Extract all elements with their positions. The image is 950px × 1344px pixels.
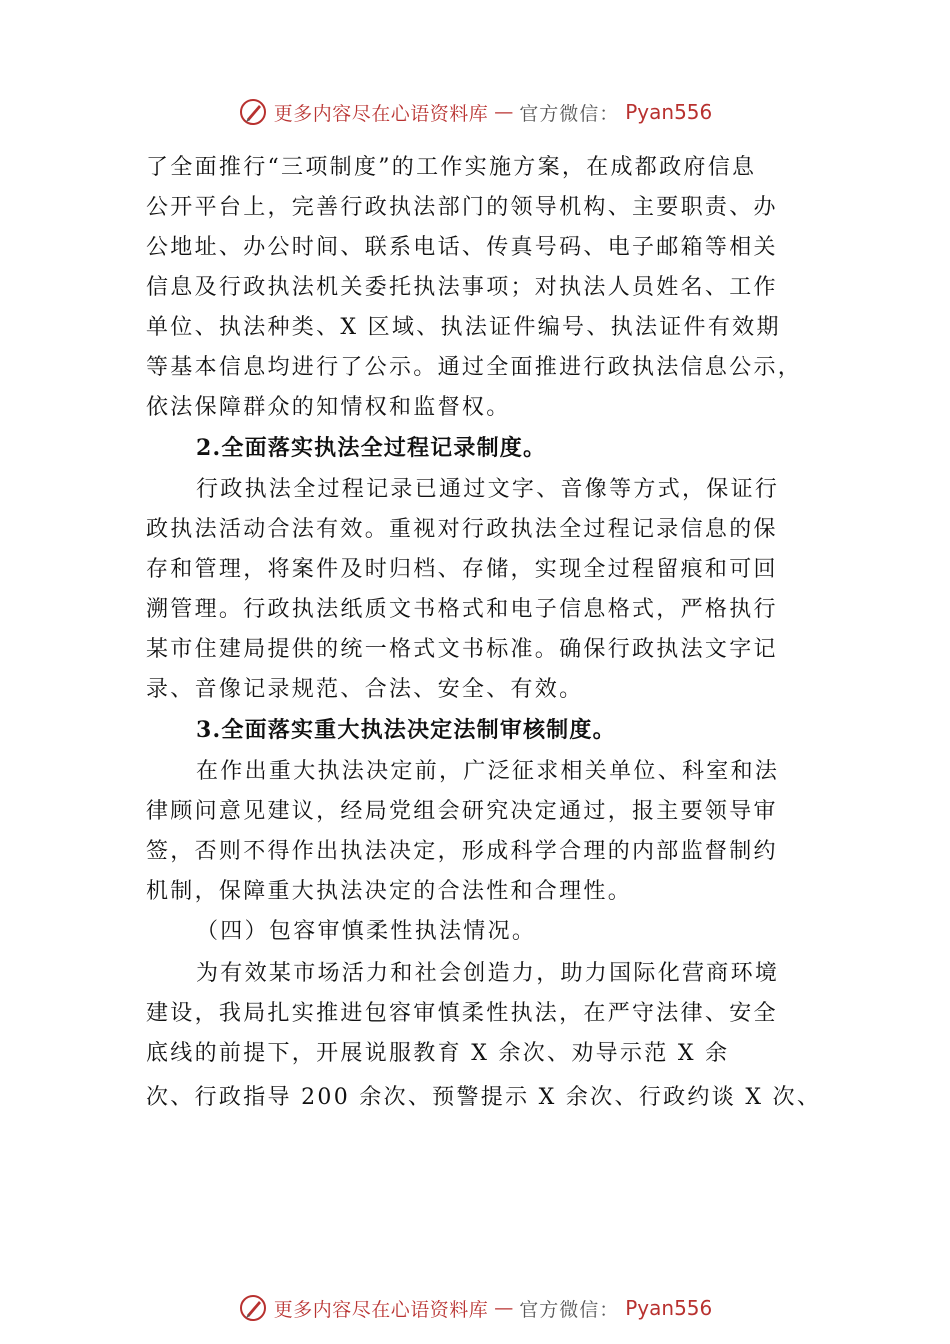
body-line: 依法保障群众的知情权和监督权。 bbox=[146, 395, 511, 420]
body-line: 政执法活动合法有效。重视对行政执法全过程记录信息的保 bbox=[146, 517, 778, 542]
body-line: 了全面推行“三项制度”的工作实施方案，在成都政府信息 bbox=[146, 155, 757, 180]
watermark-brand: 更多内容尽在心语资料库 bbox=[273, 102, 489, 125]
body-line: 律顾问意见建议，经局党组会研究决定通过，报主要领导审 bbox=[146, 799, 778, 824]
body-line: 存和管理，将案件及时归档、存储，实现全过程留痕和可回 bbox=[146, 557, 778, 582]
watermark-brand: 更多内容尽在心语资料库 bbox=[273, 1298, 489, 1321]
body-line: 建设，我局扎实推进包容审慎柔性执法，在严守法律、安全 bbox=[146, 1001, 778, 1026]
watermark-wechat-label: 官方微信： bbox=[519, 1298, 620, 1321]
body-line: 机制，保障重大执法决定的合法性和合理性。 bbox=[146, 879, 633, 904]
body-line: 底线的前提下，开展说服教育 X 余次、劝导示范 X 余 bbox=[146, 1041, 730, 1066]
body-line: 某市住建局提供的统一格式文书标准。确保行政执法文字记 bbox=[146, 637, 778, 662]
header-watermark bbox=[0, 94, 950, 130]
section-subheading: （四）包容审慎柔性执法情况。 bbox=[196, 919, 537, 944]
quill-pen-logo-icon bbox=[238, 1293, 268, 1323]
body-line: 签，否则不得作出执法决定，形成科学合理的内部监督制约 bbox=[146, 839, 778, 864]
body-line: 次、行政指导 200 余次、预警提示 X 余次、行政约谈 X 次、 bbox=[146, 1085, 822, 1110]
body-line: 在作出重大执法决定前，广泛征求相关单位、科室和法 bbox=[196, 759, 780, 784]
watermark-wechat-label: 官方微信： bbox=[519, 102, 620, 125]
body-line: 公开平台上，完善行政执法部门的领导机构、主要职责、办 bbox=[146, 195, 778, 220]
watermark-separator: — bbox=[494, 1297, 514, 1319]
body-line: 录、音像记录规范、合法、安全、有效。 bbox=[146, 677, 584, 702]
body-line: 信息及行政执法机关委托执法事项；对执法人员姓名、工作 bbox=[146, 275, 778, 300]
section-heading: 2.全面落实执法全过程记录制度。 bbox=[196, 435, 547, 461]
section-heading: 3.全面落实重大执法决定法制审核制度。 bbox=[196, 717, 616, 743]
body-line: 行政执法全过程记录已通过文字、音像等方式，保证行 bbox=[196, 477, 780, 502]
footer-watermark bbox=[0, 1290, 950, 1326]
watermark-separator: — bbox=[494, 101, 514, 123]
body-line: 等基本信息均进行了公示。通过全面推进行政执法信息公示， bbox=[146, 355, 803, 380]
body-line: 为有效某市场活力和社会创造力，助力国际化营商环境 bbox=[196, 961, 780, 986]
watermark-wechat-id: Pyan556 bbox=[625, 1296, 713, 1320]
body-line: 溯管理。行政执法纸质文书格式和电子信息格式，严格执行 bbox=[146, 597, 778, 622]
quill-pen-logo-icon bbox=[238, 97, 268, 127]
body-line: 公地址、办公时间、联系电话、传真号码、电子邮箱等相关 bbox=[146, 235, 778, 260]
watermark-wechat-id: Pyan556 bbox=[625, 100, 713, 124]
body-line: 单位、执法种类、X 区域、执法证件编号、执法证件有效期 bbox=[146, 315, 781, 340]
